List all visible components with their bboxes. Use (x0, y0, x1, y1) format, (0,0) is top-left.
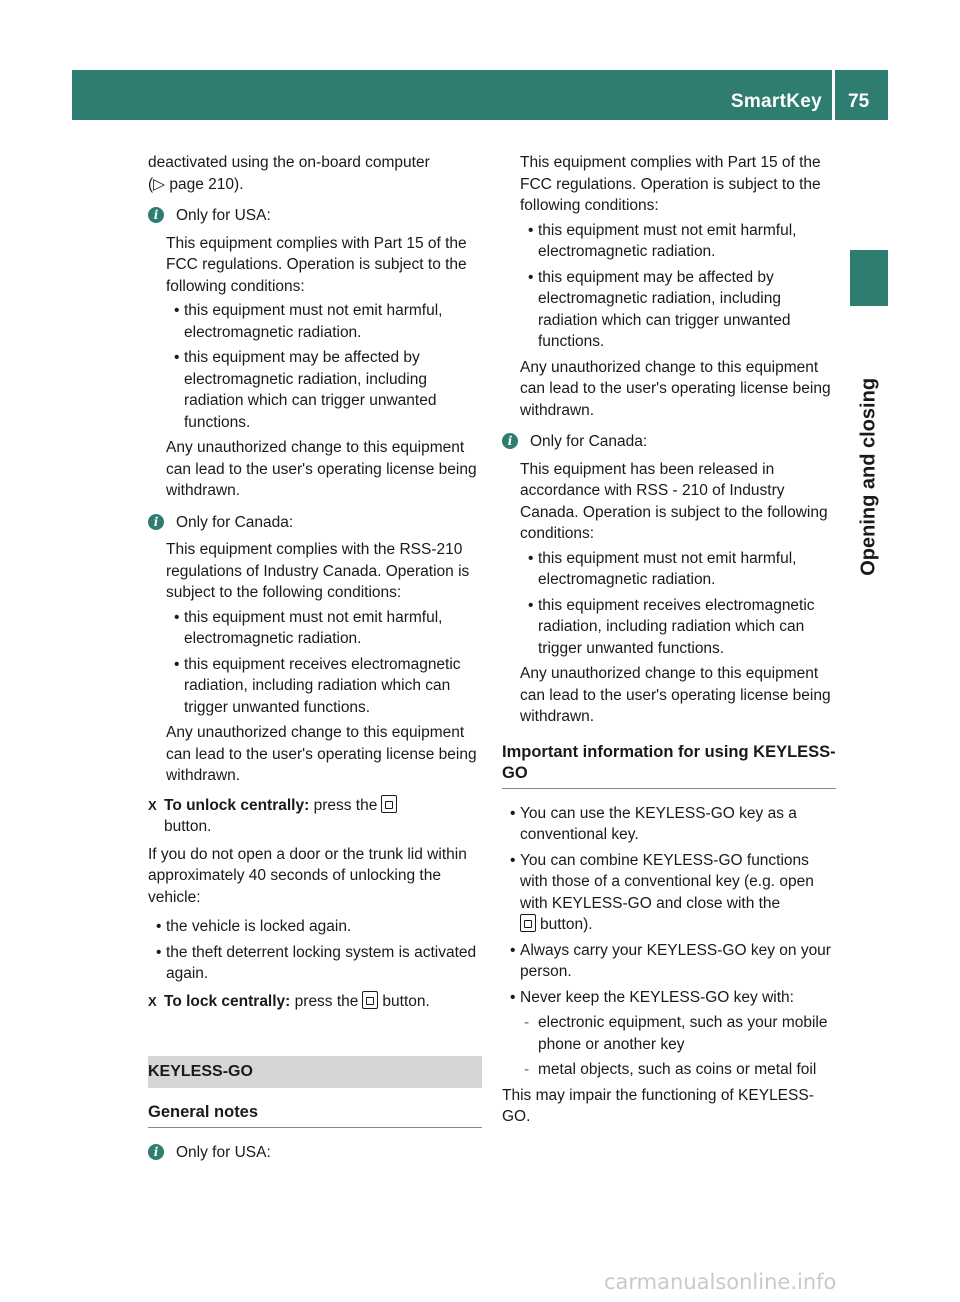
subhead-general-notes: General notes (148, 1102, 482, 1128)
header-divider (832, 70, 835, 120)
info-canada: i Only for Canada: (148, 512, 482, 534)
usa-closing: Any unauthorized change to this equipment can lead to the user's operating license being withdrawn. (166, 439, 477, 499)
info-usa: i Only for USA: (148, 205, 482, 227)
list-item: - metal objects, such as coins or metal foil (524, 1061, 817, 1078)
info-icon: i (148, 207, 164, 223)
list-item: • Never keep the KEYLESS-GO key with: (510, 988, 794, 1006)
canada-right-closing: Any unauthorized change to this equipment can lead to the user's operating license being withdrawn. (520, 665, 831, 725)
canada-right-text: This equipment has been released in accordance with RSS - 210 of Industry Canada. Operation is subject to the following conditions: (520, 460, 828, 542)
usa-cont-text: This equipment complies with Part 15 of the FCC regulations. Operation is subject to the following conditions: (520, 154, 821, 214)
info-icon: i (148, 1144, 164, 1160)
list-item: • this equipment must not emit harmful, electromagnetic radiation. (528, 549, 797, 588)
canada-text: This equipment complies with the RSS-210 regulations of Industry Canada. Operation is subject to the following conditions: (166, 541, 470, 601)
info-canada-right: i Only for Canada: (502, 431, 836, 453)
list-item: • this equipment may be affected by electromagnetic radiation, including radiation which can trigger unwanted functions. (174, 349, 437, 431)
list-item: • You can combine KEYLESS-GO functions with those of a conventional key (e.g. open with KEYLESS-GO and close with the button). (510, 851, 814, 933)
list-item: • Always carry your KEYLESS-GO key on your person. (510, 941, 831, 980)
info-icon: i (148, 514, 164, 530)
usa-cont-closing: Any unauthorized change to this equipment can lead to the user's operating license being withdrawn. (520, 358, 831, 419)
header-bar (72, 70, 888, 120)
chapter-label: Opening and closing (857, 377, 880, 576)
info-usa-2: i Only for USA: (148, 1142, 482, 1164)
left-column (148, 152, 482, 1169)
step-unlock: X To unlock centrally: press the button. (148, 795, 482, 838)
step-lock: X To lock centrally: press the button. (148, 992, 430, 1010)
canada-closing: Any unauthorized change to this equipment can lead to the user's operating license being withdrawn. (166, 724, 477, 784)
list-item: • this equipment must not emit harmful, electromagnetic radiation. (174, 608, 443, 647)
subhead-important-info: Important information for using KEYLESS-GO (502, 742, 836, 789)
unlock-key-icon (381, 795, 397, 813)
header-title: SmartKey (730, 91, 822, 112)
usa-text: This equipment complies with Part 15 of the FCC regulations. Operation is subject to the following conditions: (166, 234, 467, 295)
closing-text: This may impair the functioning of KEYLESS-GO. (502, 1086, 814, 1125)
info-icon: i (502, 433, 518, 449)
list-item: • this equipment must not emit harmful, electromagnetic radiation. (528, 221, 797, 260)
intro-text: deactivated using the on-board computer (▷ page 210). (148, 154, 430, 193)
list-item: - electronic equipment, such as your mobile phone or another key (524, 1014, 828, 1053)
section-title: KEYLESS-GO (148, 1056, 482, 1088)
watermark: carmanualsonline.info (604, 1270, 837, 1294)
page-number: 75 (848, 91, 870, 112)
list-item: • this equipment receives electromagnetic radiation, including radiation which can trigger unwanted functions. (528, 596, 815, 657)
list-item: • this equipment receives electromagnetic radiation, including radiation which can trigger unwanted functions. (174, 655, 461, 716)
list-item: • You can use the KEYLESS-GO key as a conventional key. (510, 804, 797, 843)
unlock-note: If you do not open a door or the trunk lid within approximately 40 seconds of unlocking the vehicle: (148, 845, 467, 906)
lock-key-icon (362, 991, 378, 1009)
list-item: • the vehicle is locked again. (156, 918, 352, 935)
list-item: • this equipment may be affected by electromagnetic radiation, including radiation which can trigger unwanted functions. (528, 268, 791, 350)
list-item: • this equipment must not emit harmful, electromagnetic radiation. (174, 302, 443, 341)
right-column (502, 152, 836, 1136)
list-item: • the theft deterrent locking system is activated again. (156, 943, 477, 982)
lock-key-icon (520, 914, 536, 932)
chapter-tab (850, 250, 888, 306)
